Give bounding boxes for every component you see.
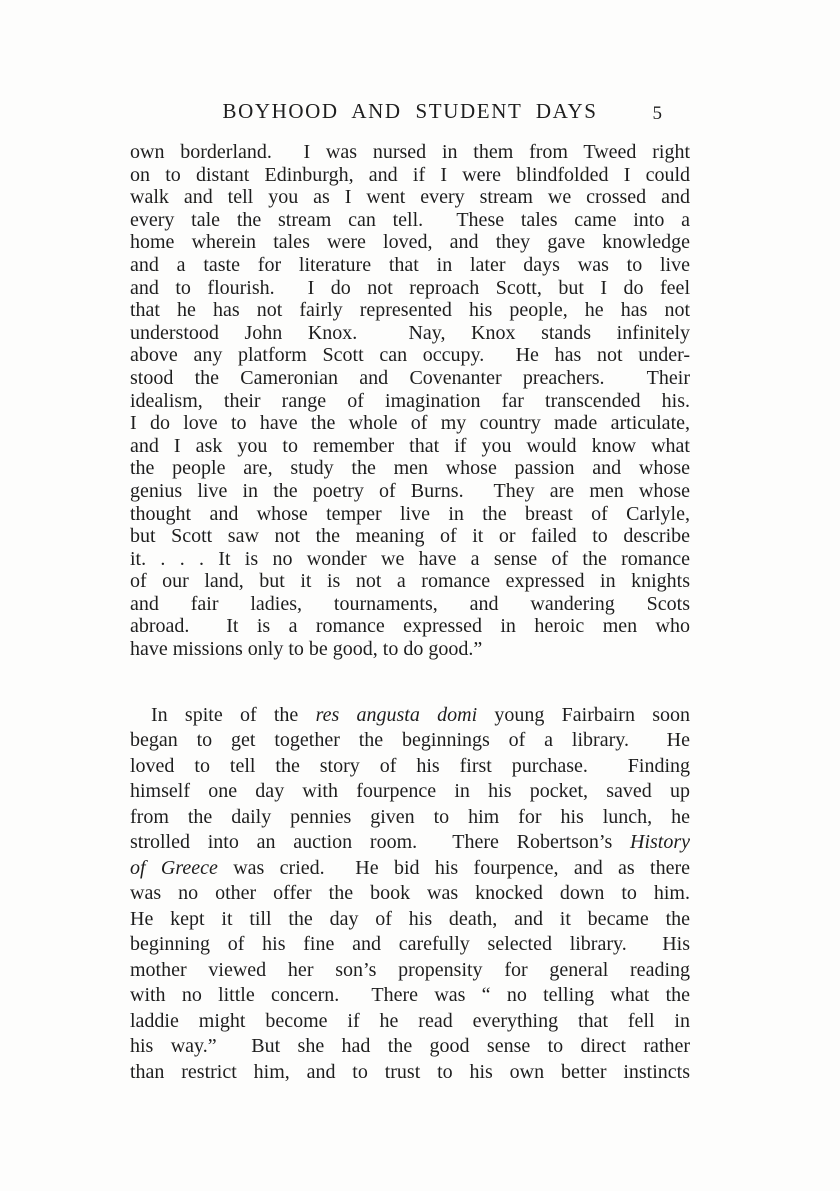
text-line	[130, 983, 690, 1009]
text-segment: and I ask you to remember that if you would know what	[130, 434, 690, 457]
text-segment: beginning of his fine and carefully selected library. His	[130, 933, 690, 956]
text-segment: than restrict him, and to trust to his own better instincts	[130, 1060, 690, 1083]
running-header	[130, 99, 690, 124]
page-number: 5	[652, 103, 662, 124]
text-segment: In spite of the	[151, 703, 316, 726]
text-line	[130, 570, 690, 593]
library-paragraph	[130, 703, 690, 1086]
text-line	[130, 593, 690, 616]
text-line	[130, 457, 690, 480]
text-segment: from the daily pennies given to him for his lunch, he	[130, 805, 690, 828]
text-segment: have missions only to be good, to do good.”	[130, 638, 483, 661]
italic-text: of Greece	[130, 856, 218, 879]
text-line	[130, 277, 690, 300]
text-line	[130, 907, 690, 933]
text-segment: home wherein tales were loved, and they gave knowledge	[130, 231, 690, 254]
text-segment: was no other offer the book was knocked down to him.	[130, 882, 690, 905]
text-line	[130, 322, 690, 345]
text-line	[130, 254, 690, 277]
text-line	[130, 141, 690, 164]
text-segment: walk and tell you as I went every stream we crossed and	[130, 186, 690, 209]
text-segment: and to flourish. I do not reproach Scott, but I do feel	[130, 276, 690, 299]
text-line	[130, 754, 690, 780]
text-line	[130, 164, 690, 187]
text-segment: began to get together the beginnings of a library. He	[130, 729, 690, 752]
text-line	[130, 525, 690, 548]
text-line	[130, 856, 690, 882]
text-line	[130, 1009, 690, 1035]
chapter-title: BOYHOOD AND STUDENT DAYS	[222, 99, 598, 123]
text-line	[130, 958, 690, 984]
text-segment: but Scott saw not the meaning of it or failed to describe	[130, 525, 690, 548]
text-segment: genius live in the poetry of Burns. They are men whose	[130, 479, 690, 502]
text-line	[130, 231, 690, 254]
italic-text: History	[630, 831, 690, 854]
text-segment: abroad. It is a romance expressed in heroic men who	[130, 615, 690, 638]
italic-text: res angusta domi	[315, 703, 478, 726]
text-segment: idealism, their range of imagination far transcended his.	[130, 389, 690, 412]
text-segment: it. . . . It is no wonder we have a sense of the romance	[130, 547, 690, 570]
text-segment: loved to tell the story of his first purchase. Finding	[130, 754, 690, 777]
text-segment: the people are, study the men whose passion and whose	[130, 457, 690, 480]
text-segment: and fair ladies, tournaments, and wandering Scots	[130, 592, 690, 615]
text-line	[130, 412, 690, 435]
text-line	[130, 480, 690, 503]
text-line	[130, 390, 690, 413]
text-segment: understood John Knox. Nay, Knox stands infinitely	[130, 321, 690, 344]
text-line	[130, 186, 690, 209]
text-segment: every tale the stream can tell. These tales came into a	[130, 208, 690, 231]
text-line	[130, 615, 690, 638]
text-line	[130, 1034, 690, 1060]
text-line	[130, 805, 690, 831]
text-segment: his way.” But she had the good sense to direct rather	[130, 1035, 690, 1058]
text-segment: thought and whose temper live in the breast of Carlyle,	[130, 502, 690, 525]
text-segment: I do love to have the whole of my country made articulate,	[130, 412, 690, 435]
text-segment: and a taste for literature that in later days was to live	[130, 253, 690, 276]
text-line	[130, 209, 690, 232]
page-body	[130, 141, 690, 1085]
text-segment: own borderland. I was nursed in them from Tweed right	[130, 141, 690, 163]
text-segment: was cried. He bid his fourpence, and as there	[217, 856, 690, 879]
text-line	[130, 344, 690, 367]
text-line	[130, 881, 690, 907]
text-segment: himself one day with fourpence in his pocket, saved up	[130, 780, 690, 803]
text-line	[130, 830, 690, 856]
text-segment: stood the Cameronian and Covenanter preachers. Their	[130, 366, 690, 389]
quotation-paragraph	[130, 141, 690, 661]
text-line	[130, 1060, 690, 1086]
text-segment: laddie might become if he read everything that fell in	[130, 1009, 690, 1032]
text-segment: He kept it till the day of his death, and it became the	[130, 907, 690, 930]
text-segment: young Fairbairn soon	[477, 703, 690, 726]
text-line	[130, 638, 690, 661]
text-line	[130, 299, 690, 322]
text-line	[130, 548, 690, 571]
text-line	[130, 779, 690, 805]
text-segment: with no little concern. There was “ no telling what the	[130, 984, 690, 1007]
text-line	[130, 932, 690, 958]
text-line	[130, 435, 690, 458]
text-segment: of our land, but it is not a romance expressed in knights	[130, 570, 690, 593]
text-line	[130, 728, 690, 754]
text-line	[130, 503, 690, 526]
text-segment: on to distant Edinburgh, and if I were blindfolded I could	[130, 163, 690, 186]
text-segment: above any platform Scott can occupy. He has not under-	[130, 344, 690, 367]
text-line	[130, 703, 690, 729]
text-segment: mother viewed her son’s propensity for general reading	[130, 958, 690, 981]
text-segment: strolled into an auction room. There Robertson’s	[130, 831, 630, 854]
text-segment: that he has not fairly represented his people, he has not	[130, 299, 690, 322]
text-line	[130, 367, 690, 390]
